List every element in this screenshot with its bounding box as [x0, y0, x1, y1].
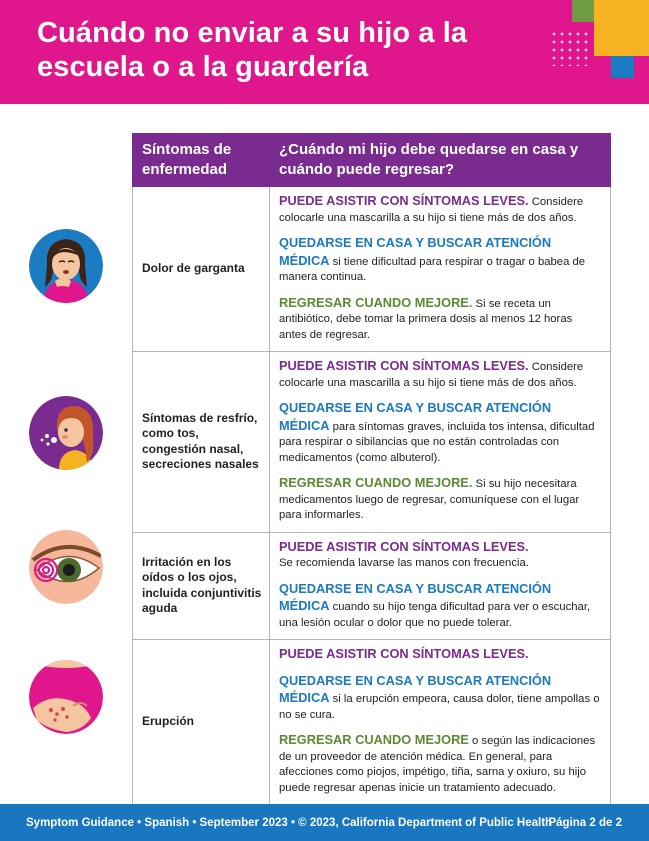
guidance-cell — [270, 352, 611, 533]
attend-text: Se recomienda lavarse las manos con frecuencia. — [279, 557, 529, 569]
decorative-dot-grid — [550, 30, 590, 66]
stay-home-block — [279, 581, 602, 632]
return-block — [279, 732, 602, 796]
stay-home-block — [279, 673, 602, 724]
guidance-cell — [270, 532, 611, 640]
return-heading: REGRESAR — [279, 294, 352, 310]
attend-block — [279, 358, 602, 391]
stay-home-heading: QUEDARSE EN CASA Y BUSCAR ATENCIÓN MÉDICA — [279, 400, 552, 433]
page-header — [0, 0, 649, 104]
return-text: Si se receta un antibiótico, debe tomar la primera dosis al menos 12 horas antes de regresar. — [279, 297, 573, 341]
return-block — [279, 295, 602, 344]
stay-home-text: si tiene dificultad para respirar o tragar o babea de manera continua. — [279, 255, 586, 283]
page-title-line-1: Cuándo no enviar a su hijo a la — [37, 17, 468, 49]
return-text: Si su hijo necesitara medicamentos luego de regresar, comuníquese con el lugar para informarles. — [279, 478, 580, 521]
decorative-green-square — [572, 0, 594, 22]
page-title-line-2: escuela o a la guardería — [37, 51, 369, 83]
rash-arm-icon — [29, 660, 103, 734]
stay-home-text: si la erupción empeora, causa dolor, tiene ampollas o no se cura. — [279, 693, 600, 721]
stay-home-heading: QUEDARSE EN CASA Y BUSCAR ATENCIÓN MÉDICA — [279, 580, 552, 613]
sore-throat-child-icon — [29, 229, 103, 303]
return-block — [279, 475, 602, 524]
symptom-name: Dolor de garganta — [133, 187, 270, 352]
stay-home-text: cuando su hijo tenga dificultad para ver o escuchar, una lesión ocular o dolor que no puede tolerar. — [279, 601, 591, 629]
attend-heading: PUEDE ASISTIR CON SÍNTOMAS LEVES. — [279, 358, 529, 373]
attend-heading: PUEDE ASISTIR CON SÍNTOMAS LEVES. — [279, 538, 529, 554]
return-heading-cont: CUANDO MEJORE. — [351, 475, 473, 490]
attend-text: Considere colocarle una mascarilla a su hijo si tiene más de dos años. — [279, 361, 584, 389]
decorative-yellow-square — [594, 0, 649, 56]
page-title — [37, 16, 467, 84]
stay-home-block — [279, 400, 602, 466]
table-row — [133, 532, 611, 640]
coughing-child-icon — [29, 396, 103, 470]
table-row — [133, 187, 611, 352]
return-heading: REGRESAR — [279, 475, 352, 490]
stay-home-text: para síntomas graves, incluida tos intensa, dificultad para respirar o sibilancias que no están controladas con medicamentos (como albuterol). — [279, 420, 595, 464]
attend-text: Considere colocarle una mascarilla a su hijo si tiene más de dos años. — [279, 196, 584, 224]
table-row — [133, 352, 611, 533]
page-number: Página 2 de 2 — [548, 817, 622, 829]
stay-home-block — [279, 235, 602, 286]
guidance-cell — [270, 187, 611, 352]
decorative-blue-square — [611, 56, 634, 78]
symptom-name: Síntomas de resfrío, como tos, congestión nasal, secreciones nasales — [133, 352, 270, 533]
attend-block — [279, 646, 602, 664]
attend-block — [279, 193, 602, 226]
col-header-symptoms: Síntomas de enfermedad — [133, 134, 270, 187]
return-text: o según las indicaciones de un proveedor de atención médica. En general, para afecciones como piojos, impétigo, tiña, sarna y oxiuro, su hijo puede regresar apenas inicie un tratamiento adecuado. — [279, 735, 596, 794]
stay-home-heading: QUEDARSE EN CASA Y BUSCAR ATENCIÓN MÉDICA — [279, 672, 552, 705]
symptom-name: Irritación en los oídos o los ojos, incluida conjuntivitis aguda — [133, 532, 270, 640]
table-header-row — [133, 134, 611, 187]
return-heading: REGRESAR — [279, 732, 352, 747]
symptom-table — [132, 133, 611, 805]
symptom-name: Erupción — [133, 640, 270, 805]
footer-credits: Symptom Guidance • Spanish • September 2023 • © 2023, California Department of Public Health — [26, 817, 553, 829]
attend-heading: PUEDE ASISTIR CON SÍNTOMAS LEVES. — [279, 646, 529, 661]
attend-block — [279, 539, 602, 572]
col-header-guidance: ¿Cuándo mi hijo debe quedarse en casa y cuándo puede regresar? — [270, 134, 611, 187]
page-footer — [0, 804, 649, 841]
irritated-eye-icon — [29, 530, 103, 604]
attend-heading: PUEDE ASISTIR CON SÍNTOMAS LEVES. — [279, 193, 529, 208]
return-heading-cont: CUANDO MEJORE — [351, 732, 469, 747]
table-row — [133, 640, 611, 805]
stay-home-heading: QUEDARSE EN CASA Y BUSCAR ATENCIÓN MÉDICA — [279, 235, 552, 268]
return-heading-cont: CUANDO MEJORE. — [351, 294, 473, 310]
guidance-cell — [270, 640, 611, 805]
